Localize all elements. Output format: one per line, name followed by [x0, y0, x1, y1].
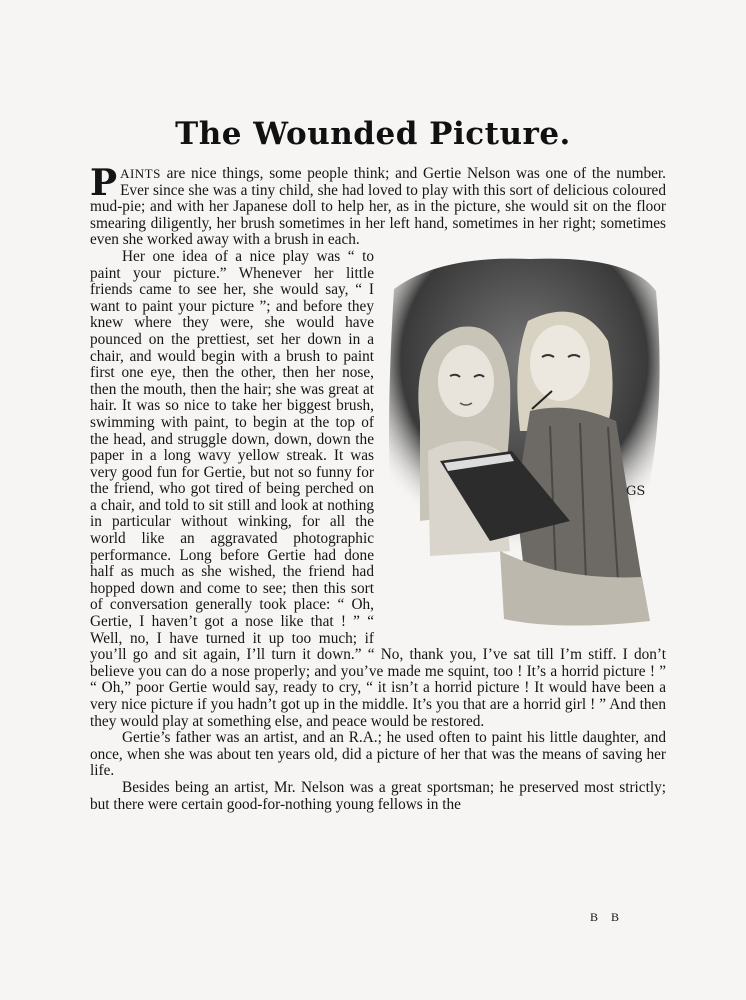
paragraph-1-text: are nice things, some people think; and Gertie Nelson was one of the number. Ever since she was a tiny child, she had loved to play with this sort of delicious coloured mud-pie; and with her Japanese doll to help her, as in the picture, she would sit on the floor smearing diligently, her brush sometimes in her left hand, sometimes in her right; sometimes even she worked away with a brush in each. — [90, 165, 666, 249]
page-signature-mark: B B — [590, 910, 625, 924]
paragraph-1 — [90, 162, 666, 249]
paragraph-2 — [90, 249, 666, 730]
paragraph-3: Gertie’s father was an artist, and an R.A.; he used often to paint his little daughter, and once, when she was about ten years old, did a picture of her that was the means of saving her life. — [90, 729, 666, 780]
illustration-monogram: GS — [626, 483, 646, 499]
paragraph-1-caps: AINTS — [120, 166, 161, 181]
article-body — [90, 162, 666, 813]
illustration-two-girls — [380, 251, 666, 633]
paragraph-4: Besides being an artist, Mr. Nelson was a great sportsman; he preserved most strictly; but there were certain good-for-nothing young fellows in the — [90, 778, 666, 813]
drop-cap: P — [90, 162, 118, 204]
illustration — [380, 251, 666, 633]
page-title: The Wounded Picture. — [175, 116, 571, 152]
paragraph-2-text: Her one idea of a nice play was “ to paint your picture.” Whenever her little friends came to see her, she would say, “ I want to paint your picture ”; and before they knew where they were, she would have pounced on the prettiest, set her down in a chair, and would begin with a brush to paint first one eye, then the other, then her nose, then the mouth, then the hair; she was great at hair. It was so nice to take her biggest brush, swimming with paint, to begin at the top of the head, and struggle down, down, down the paper in a long wavy yellow streak. It was very good fun for Gertie, but not so funny for the friend, who got tired of being perched on a chair, and told to sit still and look at nothing in particular without winking, for all the world like an aggravated photographic performance. Long before Gertie had done half as much as she wished, the friend had hopped down and come to see; then this sort of conversation generally took place: “ Oh, Gertie, I haven’t got a nose like that ! ” “ Well, no, I have turned it up too much; if you’ll go and sit again, I’ll turn it down.” “ No, thank you, I’ve sat till I’m stiff. I don’t believe you can do a nose properly; and you’ve made me squint, too ! It’s a horrid picture ! ” “ Oh,” poor Gertie would say, ready to cry, “ it isn’t a horrid picture ! It would have been a very nice picture if you hadn’t got up in the middle. It’s you that are a horrid girl ! ” And then they would play at something else, and peace would be restored. — [90, 247, 666, 730]
